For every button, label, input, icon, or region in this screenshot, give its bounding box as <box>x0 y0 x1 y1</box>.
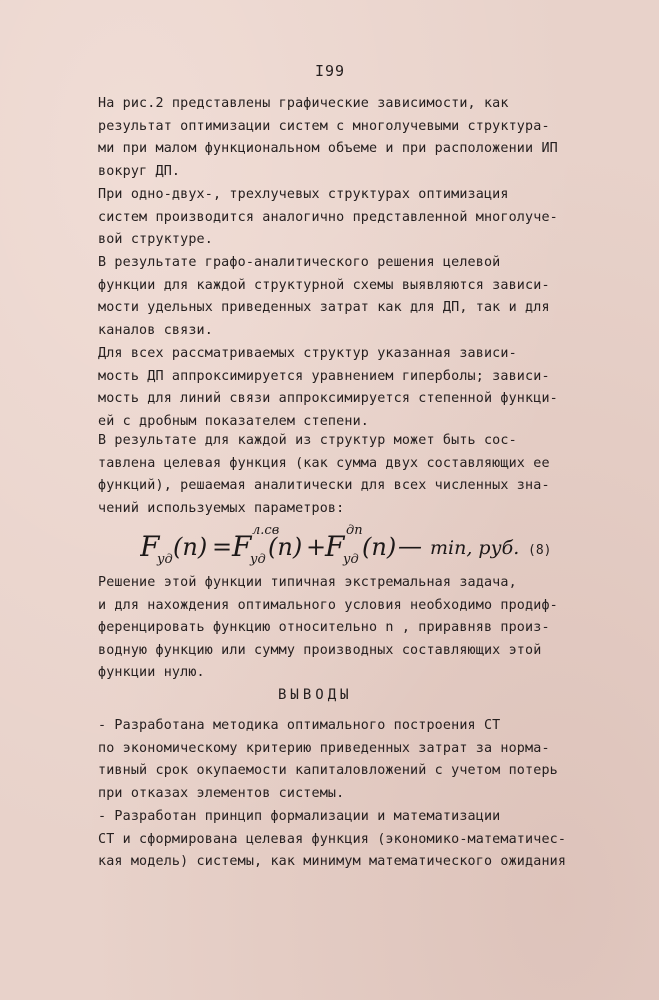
text-line: мости удельных приведенных затрат как для ДП, так и для <box>98 300 550 316</box>
paragraph-6 <box>98 572 568 685</box>
formula-subscript: уд <box>250 552 266 567</box>
text-line: по экономическому критерию приведенных затрат за норма- <box>98 740 550 756</box>
text-line: тивный срок окупаемости капиталовложений с учетом потерь <box>98 763 558 779</box>
page-number: I99 <box>314 62 346 80</box>
text-line: При одно-двух-, трехлучевых структурах оптимизация <box>98 187 509 202</box>
paragraph-5 <box>98 430 568 520</box>
formula-equals: = <box>212 533 233 561</box>
formula-subscript: уд <box>343 552 359 567</box>
paragraph-4 <box>98 343 568 433</box>
text-line: Для всех рассматриваемых структур указанная зависи- <box>98 346 517 361</box>
text-line: результат оптимизации систем с многолучевыми структура- <box>98 118 550 134</box>
text-line: В результате графо-аналитического решения целевой <box>98 255 501 270</box>
formula-symbol: F <box>325 530 345 563</box>
text-line: - Разработана методика оптимального построения СТ <box>98 718 501 733</box>
paragraph-2 <box>98 184 568 252</box>
formula-symbol: F <box>140 530 160 563</box>
text-line: систем производится аналогично представленной многолуче- <box>98 209 558 225</box>
text-line: В результате для каждой из структур может быть сос- <box>98 433 517 448</box>
text-line: мость для линий связи аппроксимируется степенной функци- <box>98 391 558 407</box>
text-line: функции нулю. <box>98 665 205 681</box>
text-line: На рис.2 представлены графические зависимости, как <box>98 96 509 111</box>
text-line: чений используемых параметров: <box>98 500 345 516</box>
formula-plus: + <box>306 533 327 561</box>
text-line: функций), решаемая аналитически для всех численных зна- <box>98 478 550 494</box>
text-line: СТ и сформирована целевая функция (экономико-математичес- <box>98 831 567 847</box>
text-line: ференцировать функцию относительно n , приравняв произ- <box>98 620 550 636</box>
formula-subscript: уд <box>157 552 173 567</box>
formula-argument: (n) <box>362 533 397 561</box>
text-line: ей с дробным показателем степени. <box>98 413 369 429</box>
text-line: тавлена целевая функция (как сумма двух составляющих ее <box>98 455 550 471</box>
formula-8 <box>140 520 560 572</box>
text-line: водную функцию или сумму производных составляющих этой <box>98 642 542 658</box>
section-heading: ВЫВОДЫ <box>278 687 353 703</box>
paragraph-7 <box>98 715 568 805</box>
paragraph-3 <box>98 252 568 342</box>
formula-argument: (n) <box>268 533 303 561</box>
text-line: Решение этой функции типичная экстремальная задача, <box>98 575 517 590</box>
equation-number: (8) <box>528 543 552 558</box>
text-line: ми при малом функциональном объеме и при расположении ИП <box>98 141 558 157</box>
text-line: вой структуре. <box>98 232 213 248</box>
text-line: при отказах элементов системы. <box>98 785 345 801</box>
text-line: функции для каждой структурной схемы выявляются зависи- <box>98 277 550 293</box>
text-line: - Разработан принцип формализации и математизации <box>98 809 501 824</box>
text-line: вокруг ДП. <box>98 163 181 179</box>
text-line: мость ДП аппроксимируется уравнением гиперболы; зависи- <box>98 368 550 384</box>
text-line: кая модель) системы, как минимум математического ожидания <box>98 854 567 870</box>
formula-tail: min, руб. <box>430 537 520 559</box>
text-line: каналов связи. <box>98 322 213 338</box>
text-line: и для нахождения оптимального условия необходимо продиф- <box>98 597 558 613</box>
formula-symbol: F <box>232 530 252 563</box>
formula-graphic <box>140 520 560 572</box>
formula-argument: (n) <box>173 533 208 561</box>
paragraph-1 <box>98 93 568 183</box>
formula-superscript: л.св <box>252 523 280 538</box>
formula-superscript: дп <box>346 523 363 538</box>
formula-dash: — <box>398 532 422 560</box>
paragraph-8 <box>98 806 568 874</box>
